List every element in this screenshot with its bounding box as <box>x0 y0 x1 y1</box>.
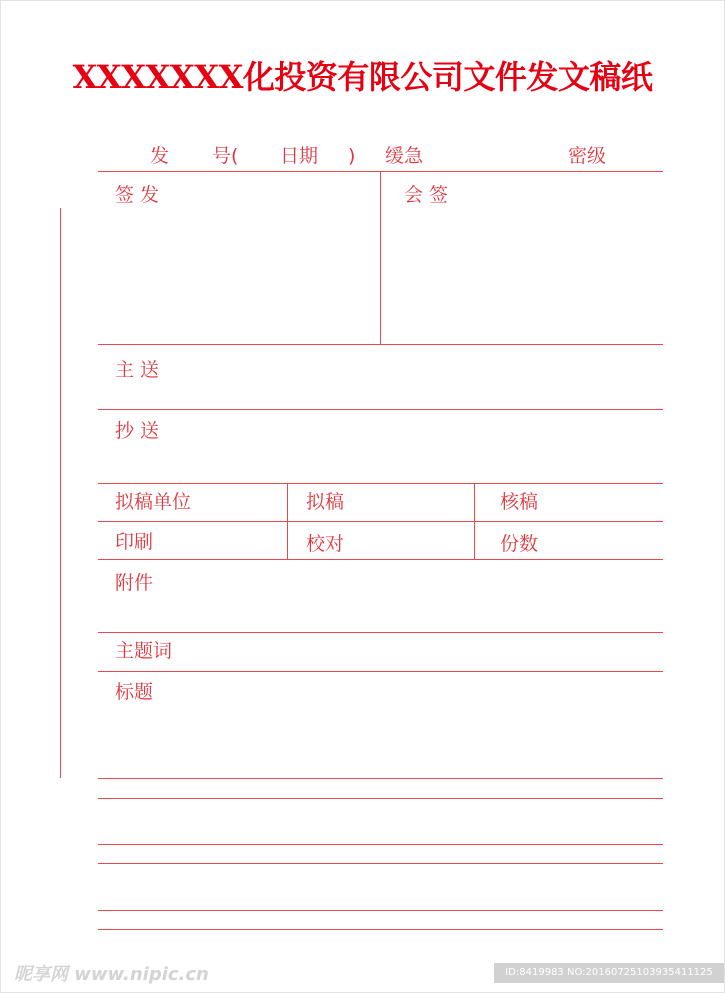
header-date-label: 日期 <box>280 145 319 167</box>
header-fa-label: 发 <box>150 145 170 167</box>
rule-main-send-bottom <box>98 409 663 410</box>
rule-attachment-bottom <box>98 632 663 633</box>
sign-label: 签 发 <box>115 184 160 206</box>
attachment-label: 附件 <box>115 572 154 594</box>
rule-table-top <box>98 483 663 484</box>
table-divider-1 <box>287 483 288 559</box>
proofread-label: 校对 <box>306 533 345 555</box>
drafting-unit-label: 拟稿单位 <box>115 491 192 513</box>
rule-keywords-bottom <box>98 671 663 672</box>
drafter-label: 拟稿 <box>306 491 345 513</box>
subject-label: 标题 <box>115 681 154 703</box>
writing-line <box>98 844 663 845</box>
writing-line <box>98 910 663 911</box>
reviewer-label: 核稿 <box>500 491 539 513</box>
header-hao-label: 号( <box>212 145 239 167</box>
header-secrecy-label: 密级 <box>568 145 607 167</box>
watermark-logo: 昵享网 www.nipic.cn <box>14 964 209 985</box>
writing-line <box>98 778 663 779</box>
rule-sign-bottom <box>98 344 663 345</box>
writing-line <box>98 929 663 930</box>
printing-label: 印刷 <box>115 531 154 553</box>
cc-label: 抄 送 <box>115 420 160 442</box>
rule-table-bottom <box>98 559 663 560</box>
rule-table-middle <box>98 521 663 522</box>
table-divider-2 <box>474 483 475 559</box>
main-send-label: 主 送 <box>115 359 160 381</box>
countersign-label: 会 签 <box>404 184 449 206</box>
writing-line <box>98 863 663 864</box>
form-title: XXXXXXX化投资有限公司文件发文稿纸 <box>72 58 653 96</box>
watermark-id: ID:8419983 NO:20160725103935411125 <box>494 963 724 983</box>
keywords-label: 主题词 <box>115 640 173 662</box>
sign-divider <box>380 171 381 344</box>
copies-label: 份数 <box>500 533 539 555</box>
header-paren-close: ) <box>348 145 356 167</box>
header-urgency-label: 缓急 <box>385 145 424 167</box>
writing-line <box>98 798 663 799</box>
binding-margin-line <box>60 208 61 778</box>
